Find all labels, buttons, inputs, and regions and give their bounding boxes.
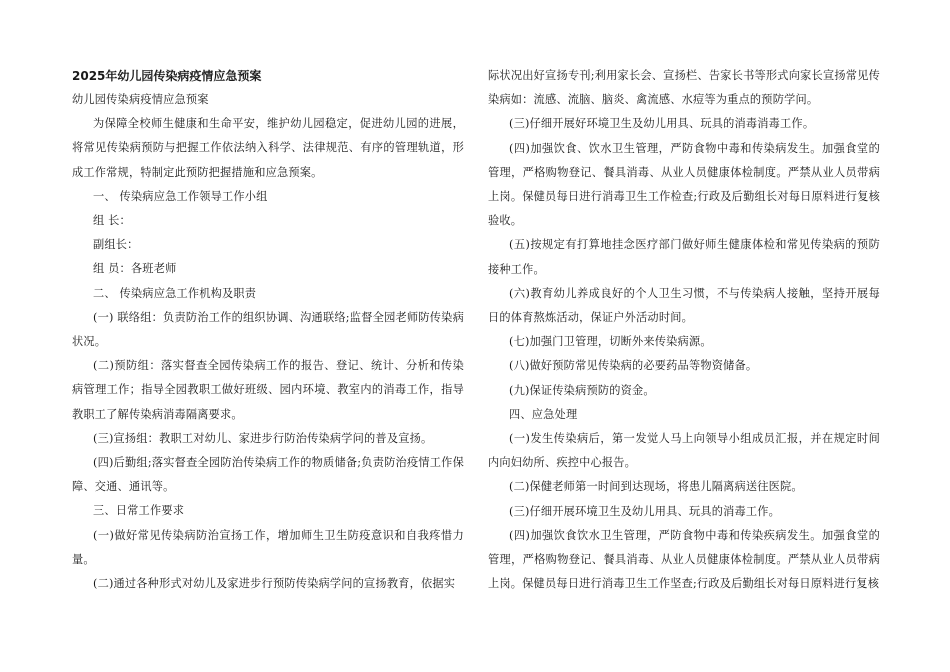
section-heading: 四、应急处理 <box>509 407 578 421</box>
paragraph: 组 长： <box>93 214 131 228</box>
paragraph: (二)通过各种形式对幼儿及家进步行预防传染病学问的宣扬教育，依据实 <box>93 577 456 591</box>
paragraph: (六)教育幼儿养成良好的个人卫生习惯，不与传染病人接触，坚持开展每日的体育熬炼活动，保证户外活动时间。 <box>488 286 880 325</box>
document-title: 2025年幼儿园传染病疫情应急预案 <box>72 69 262 83</box>
paragraph: (三)宣扬组：教职工对幼儿、家进步行防治传染病学问的普及宣扬。 <box>93 431 433 445</box>
paragraph: (九)保证传染病预防的资金。 <box>509 383 655 397</box>
section-heading: 三、日常工作要求 <box>93 504 185 518</box>
right-column <box>488 64 880 596</box>
paragraph: (三)仔细开展环境卫生及幼儿用具、玩具的消毒工作。 <box>509 504 781 518</box>
paragraph: 际状况出好宣扬专刊;利用家长会、宣扬栏、告家长书等形式向家长宣扬常见传染病如：流感、流脑、脑炎、禽流感、水痘等为重点的预防学问。 <box>488 69 880 107</box>
paragraph: (三)仔细开展好环境卫生及幼儿用具、玩具的消毒消毒工作。 <box>509 117 815 131</box>
paragraph: (五)按规定有打算地挂念医疗部门做好师生健康体检和常见传染病的预防接种工作。 <box>488 238 880 276</box>
paragraph: (八)做好预防常见传染病的必要药品等物资储备。 <box>509 359 758 373</box>
section-heading: 二、 传染病应急工作机构及职责 <box>93 286 257 300</box>
section-heading: 一、 传染病应急工作领导工作小组 <box>93 189 268 203</box>
paragraph: (二)保健老师第一时间到达现场，将患儿隔离病送往医院。 <box>509 480 803 494</box>
paragraph: 副组长： <box>93 238 139 252</box>
paragraph: (二)预防组：落实督查全园传染病工作的报告、登记、统计、分析和传染病管理工作；指导全园教职工做好班级、园内环境、教室内的消毒工作，指导教职工了解传染病消毒隔离要求。 <box>72 359 464 421</box>
paragraph: 幼儿园传染病疫情应急预案 <box>72 93 209 106</box>
paragraph: (四)加强饮食饮水卫生管理，严防食物中毒和传染疾病发生。加强食堂的管理，严格购物登记、餐具消毒、从业人员健康体检制度。严禁从业人员带病上岗。保健员每日进行消毒卫生工作坚查;行政及后勤组长对每日原料进行复核 <box>488 528 880 591</box>
paragraph: 为保障全校师生健康和生命平安，维护幼儿园稳定，促进幼儿园的进展，将常见传染病预防与把握工作依法纳入科学、法律规范、有序的管理轨道，形成工作常规，特制定此预防把握措施和应急预案。 <box>72 117 464 179</box>
paragraph: (一)做好常见传染病防治宣扬工作，增加师生卫生防疫意识和自我疼惜力量。 <box>72 528 464 566</box>
paragraph: 组 员：各班老师 <box>93 262 177 276</box>
paragraph: (四)加强饮食、饮水卫生管理，严防食物中毒和传染病发生。加强食堂的管理，严格购物登记、餐具消毒、从业人员健康体检制度。严禁从业人员带病上岗。保健员每日进行消毒卫生工作检查;行政及后勤组长对每日原料进行复核验收。 <box>488 141 880 228</box>
paragraph: (一)发生传染病后，第一发觉人马上向领导小组成员汇报，并在规定时间内向妇幼所、疾控中心报告。 <box>488 432 880 470</box>
left-column <box>72 64 464 596</box>
paragraph: (一) 联络组：负责防治工作的组织协调、沟通联络;监督全园老师防传染病状况。 <box>72 310 464 349</box>
paragraph: (四)后勤组;落实督查全园防治传染病工作的物质储备;负责防治疫情工作保障、交通、通讯等。 <box>72 456 464 494</box>
paragraph: (七)加强门卫管理，切断外来传染病源。 <box>509 335 712 349</box>
